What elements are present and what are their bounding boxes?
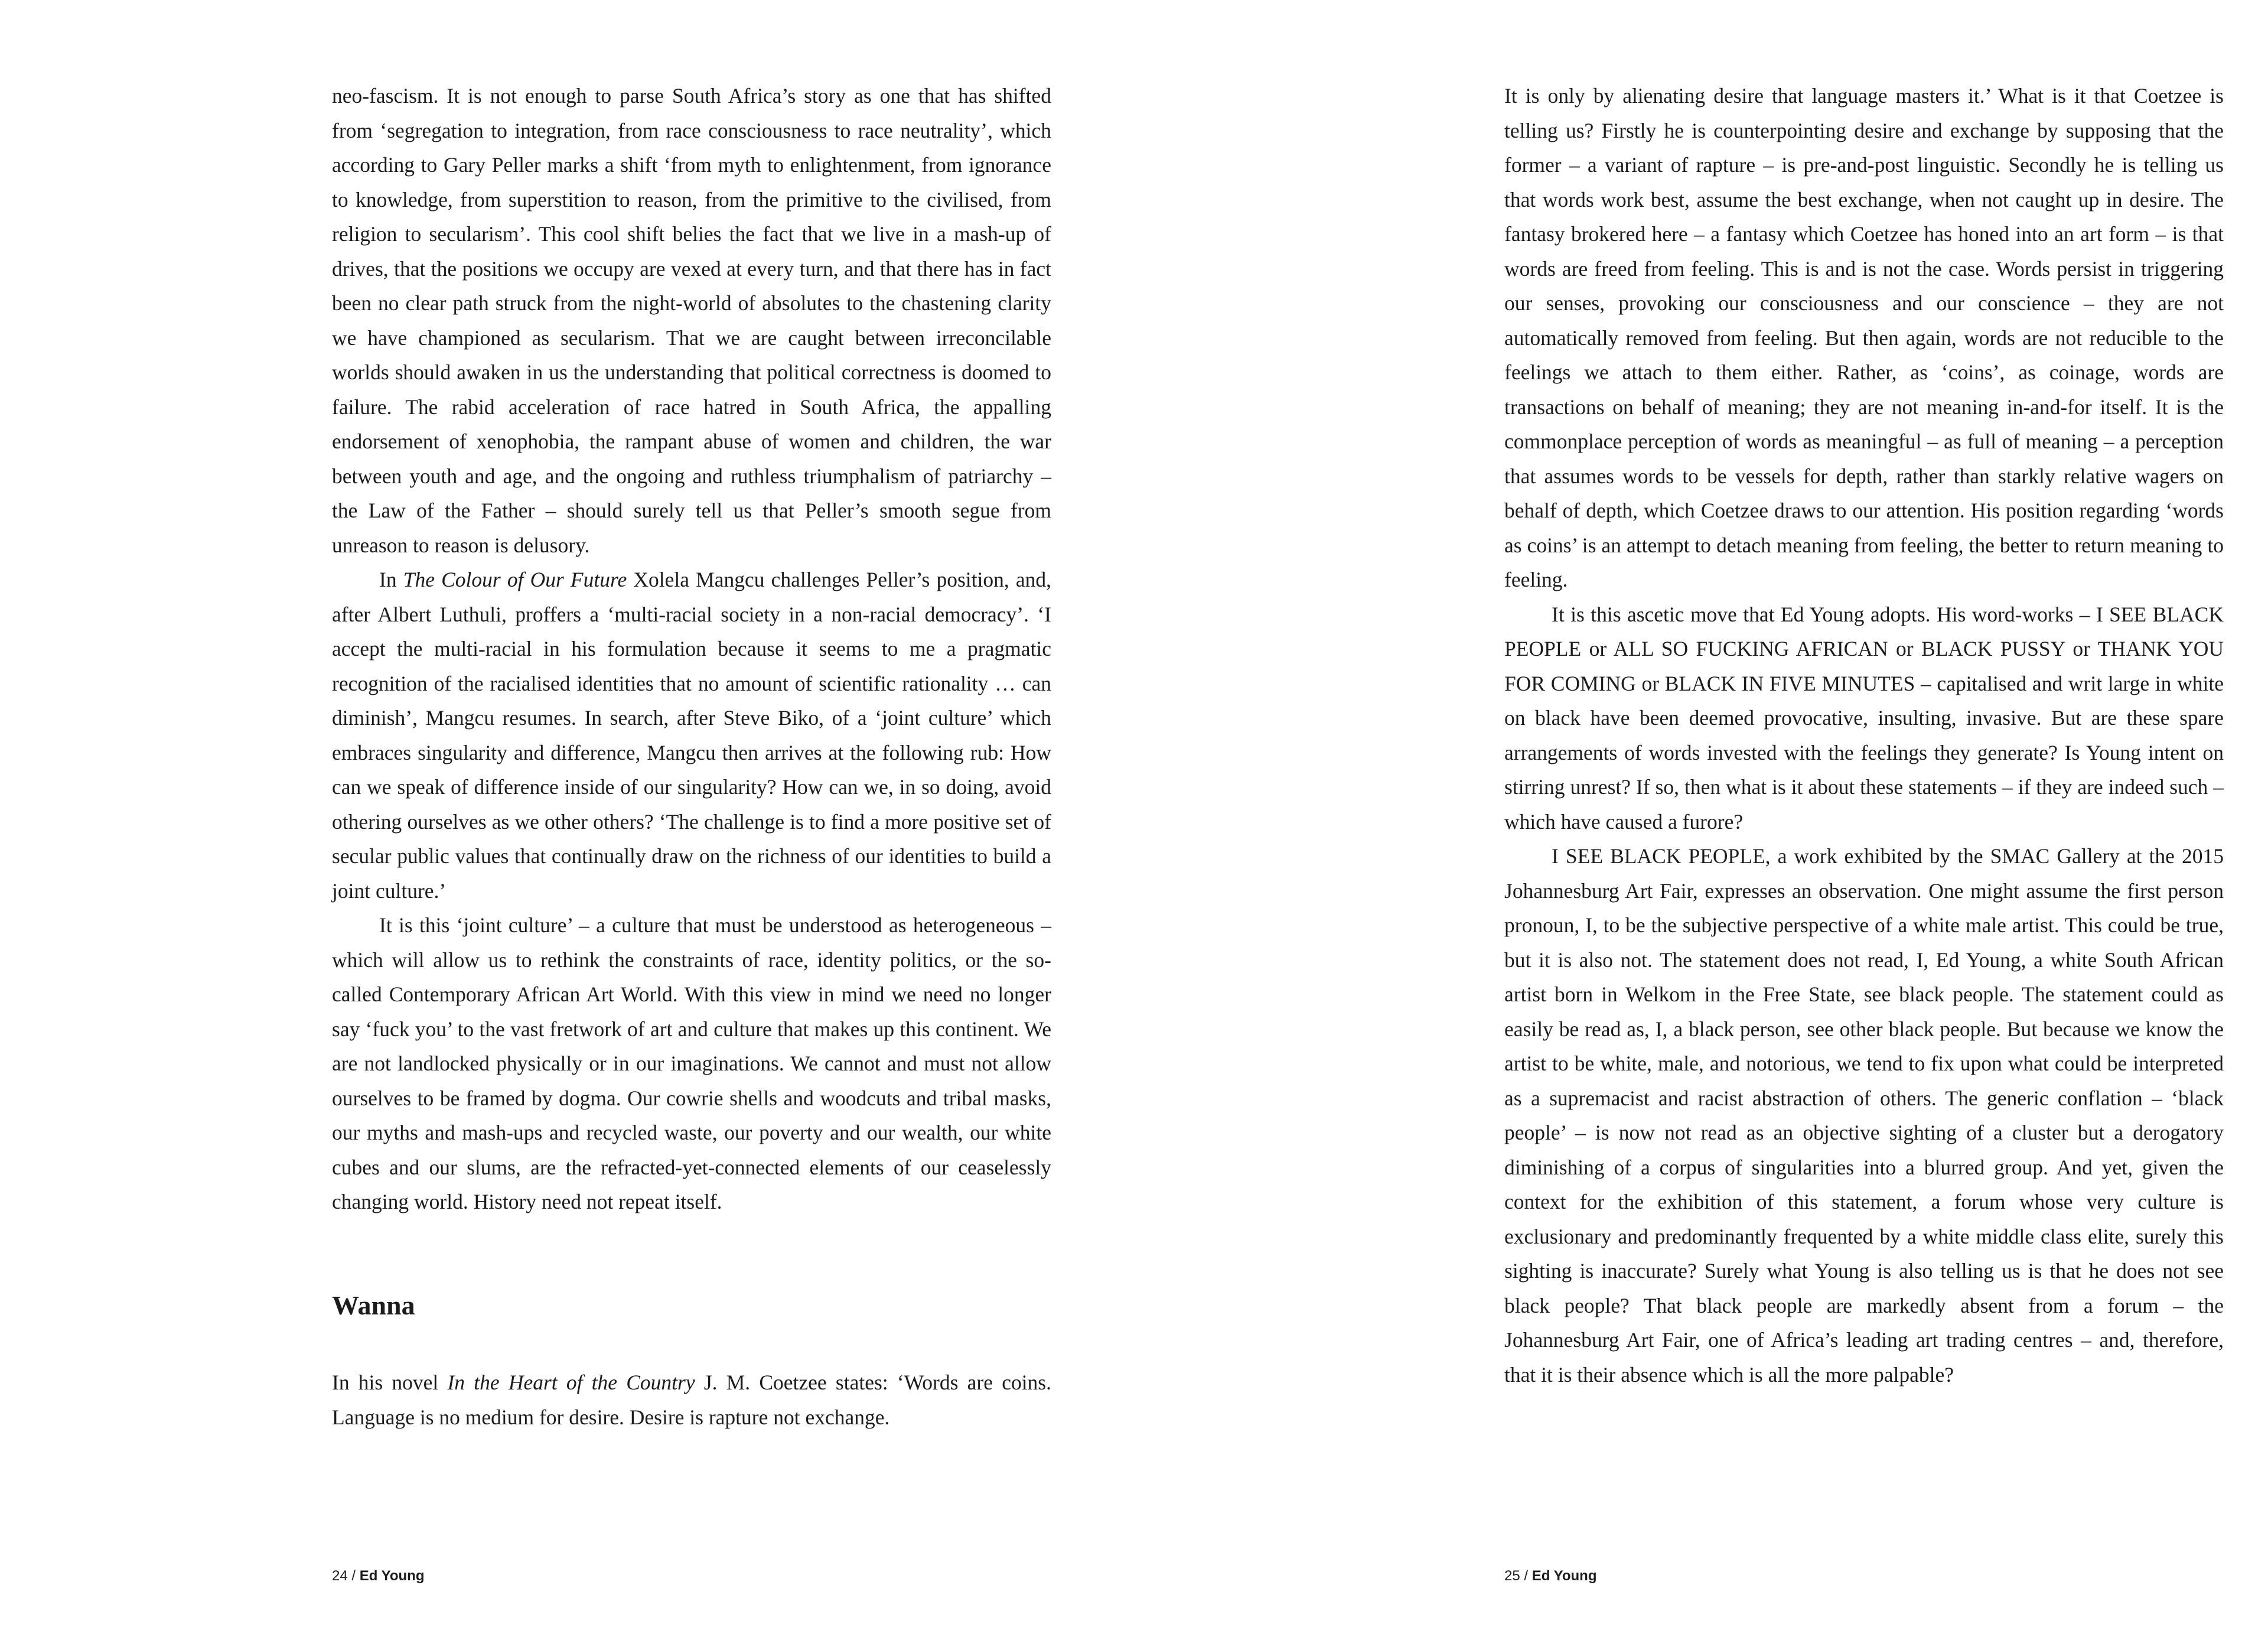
book-title: In the Heart of the Country xyxy=(447,1371,695,1394)
right-page xyxy=(1134,0,2268,1650)
section-heading: Wanna xyxy=(332,1290,415,1320)
text-run: J. M. Coetzee states: ‘Words are coins. Language is no medium for desire. Desire is rapture not exchange. xyxy=(332,1371,1052,1429)
paragraph: It is this ascetic move that Ed Young adopts. His word-works – I SEE BLACK PEOPLE or ALL SO FUCKING AFRICAN or BLACK PUSSY or THANK YOU FOR COMING or BLACK IN FIVE MINUTES – capitalised and writ large in white on black have been deemed provocative, insulting, invasive. But are these spare arrangements of words invested with the feelings they generate? Is Young intent on stirring unrest? If so, then what is it about these statements – if they are indeed such – which have caused a furore? xyxy=(1504,602,2224,834)
paragraph: It is this ‘joint culture’ – a culture that must be understood as heterogeneous – which will allow us to rethink the constraints of race, identity politics, or the so-called Contemporary African Art World. With this view in mind we need no longer say ‘fuck you’ to the vast fretwork of art and culture that makes up this continent. We are not landlocked physically or in our imaginations. We cannot and must not allow ourselves to be framed by dogma. Our cowrie shells and woodcuts and tribal masks, our myths and mash-ups and recycled waste, our poverty and our wealth, our white cubes and our slums, are the refracted-yet-connected elements of our ceaselessly changing world. History need not repeat itself. xyxy=(332,913,1051,1213)
paragraph xyxy=(332,562,1051,908)
page-number: 24 xyxy=(332,1568,348,1584)
left-text-column xyxy=(332,79,1051,1434)
running-title: Ed Young xyxy=(359,1568,425,1584)
text-run: Xolela Mangcu challenges Peller’s position, and, after Albert Luthuli, proffers a ‘multi-racial society in a non-racial democracy’. ‘I accept the multi-racial in his formulation because it seems to me a pragmatic recognition of the racialised identities that no amount of scientific rationality … can diminish’, Mangcu resumes. In search, after Steve Biko, of a ‘joint culture’ which embraces singularity and difference, Mangcu then arrives at the following rub: How can we speak of difference inside of our singularity? How can we, in so doing, avoid othering ourselves as we other others? ‘The challenge is to find a more positive set of secular public values that continually draw on the richness of our identities to build a joint culture.’ xyxy=(332,568,1052,903)
running-title: Ed Young xyxy=(1531,1568,1597,1584)
page-footer xyxy=(332,1567,425,1585)
folio-separator: / xyxy=(351,1568,356,1584)
text-run: In xyxy=(379,568,403,591)
page-footer xyxy=(1504,1567,1597,1585)
page-number: 25 xyxy=(1504,1568,1520,1584)
text-run: In his novel xyxy=(332,1371,448,1394)
right-text-column xyxy=(1504,79,2224,1392)
folio-separator: / xyxy=(1524,1568,1529,1584)
paragraph: It is only by alienating desire that language masters it.’ What is it that Coetzee is telling us? Firstly he is counterpointing desire and exchange by supposing that the former – a variant of rapture – is pre-and-post linguistic. Secondly he is telling us that words work best, assume the best exchange, when not caught up in desire. The fantasy brokered here – a fantasy which Coetzee has honed into an art form – is that words are freed from feeling. This is and is not the case. Words persist in triggering our senses, provoking our consciousness and our conscience – they are not automatically removed from feeling. But then again, words are not reducible to the feelings we attach to them either. Rather, as ‘coins’, as coinage, words are transactions on behalf of meaning; they are not meaning in-and-for itself. It is the commonplace perception of words as meaningful – as full of meaning – a perception that assumes words to be vessels for depth, rather than starkly relative wagers on behalf of depth, which Coetzee draws to our attention. His position regarding ‘words as coins’ is an attempt to detach meaning from feeling, the better to return meaning to feeling. xyxy=(1504,84,2224,591)
book-title: The Colour of Our Future xyxy=(403,568,627,591)
paragraph: neo-fascism. It is not enough to parse South Africa’s story as one that has shifted from ‘segregation to integration, from race consciousness to race neutrality’, which according to Gary Peller marks a shift ‘from myth to enlightenment, from ignorance to knowledge, from superstition to reason, from the primitive to the civilised, from religion to secularism’. This cool shift belies the fact that we live in a mash-up of drives, that the positions we occupy are vexed at every turn, and that there has in fact been no clear path struck from the night-world of absolutes to the chastening clarity we have championed as secularism. That we are caught between irreconcilable worlds should awaken in us the understanding that political correctness is doomed to failure. The rabid acceleration of race hatred in South Africa, the appalling endorsement of xenophobia, the rampant abuse of women and children, the war between youth and age, and the ongoing and ruthless triumphalism of patriarchy – the Law of the Father – should surely tell us that Peller’s smooth segue from unreason to reason is delusory. xyxy=(332,84,1051,557)
paragraph xyxy=(332,1365,1051,1434)
paragraph: I SEE BLACK PEOPLE, a work exhibited by the SMAC Gallery at the 2015 Johannesburg Art Fair, expresses an observation. One might assume the first person pronoun, I, to be the subjective perspective of a white male artist. This could be true, but it is also not. The statement does not read, I, Ed Young, a white South African artist born in Welkom in the Free State, see black people. The statement could as easily be read as, I, a black person, see other black people. But because we know the artist to be white, male, and notorious, we tend to fix upon what could be interpreted as a supremacist and racist abstraction of others. The generic conflation – ‘black people’ – is now not read as an objective sighting of a cluster but a derogatory diminishing of a corpus of singularities into a blurred group. And yet, given the context for the exhibition of this statement, a forum whose very culture is exclusionary and predominantly frequented by a white middle class elite, surely this sighting is inaccurate? Surely what Young is also telling us is that he does not see black people? That black people are markedly absent from a forum – the Johannesburg Art Fair, one of Africa’s leading art trading centres – and, therefore, that it is their absence which is all the more palpable? xyxy=(1504,844,2224,1387)
